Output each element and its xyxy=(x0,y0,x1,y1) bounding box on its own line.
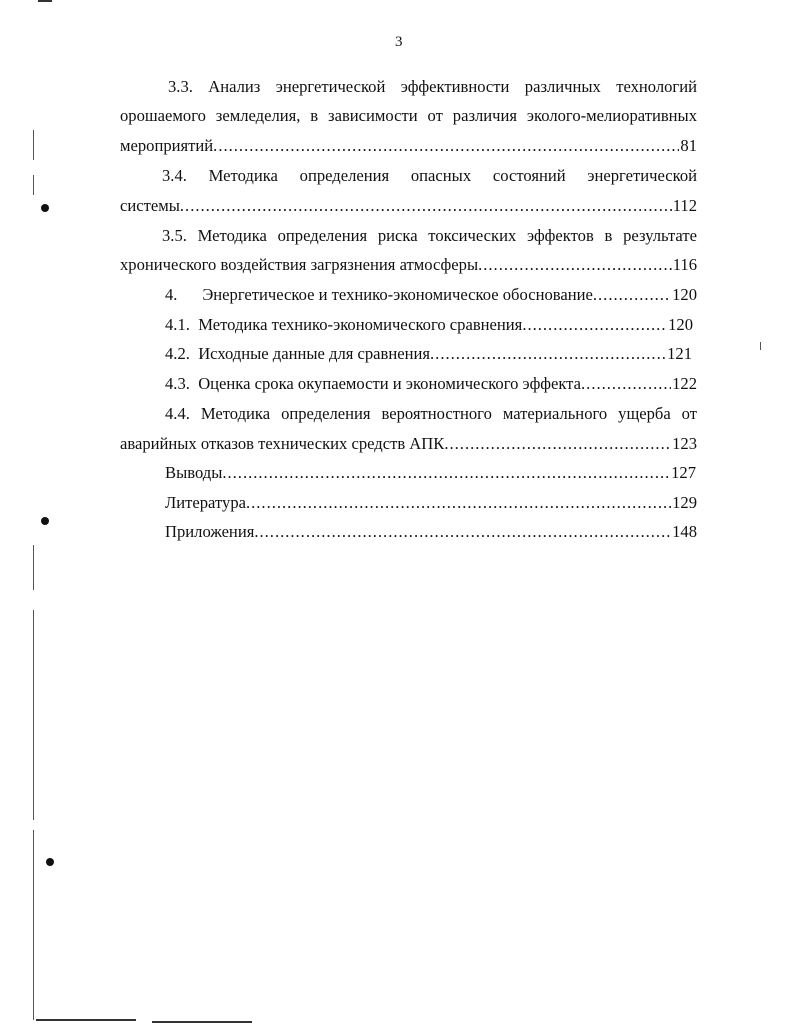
toc-entry-3-3-line-3[interactable] xyxy=(120,136,697,156)
toc-entry-3-3-line-1: 3.3. Анализ энергетической эффективности различных технологий xyxy=(168,77,697,96)
toc-entry-3-4-line-2[interactable] xyxy=(120,196,697,216)
scan-edge-mark xyxy=(152,1021,252,1023)
scan-edge-mark xyxy=(33,830,34,1020)
scan-edge-mark xyxy=(760,342,761,350)
toc-entry-3-5-line-1: 3.5. Методика определения риска токсических эффектов в результате xyxy=(162,226,697,245)
toc-entry-conclusions[interactable] xyxy=(165,463,696,483)
toc-entry-3-5-line-2[interactable] xyxy=(120,255,697,275)
toc-entry-text: хронического воздействия загрязнения атмосферы xyxy=(120,255,479,274)
scan-edge-mark xyxy=(33,545,34,590)
toc-entry-3-4-line-1: 3.4. Методика определения опасных состояний энергетической xyxy=(162,166,697,185)
toc-entry-text: Выводы xyxy=(165,463,223,482)
scan-edge-mark xyxy=(33,610,34,820)
toc-entry-appendices[interactable] xyxy=(165,522,697,542)
toc-page-ref: 120 xyxy=(672,285,697,304)
toc-entry-text: аварийных отказов технических средств АПК xyxy=(120,434,445,453)
binder-hole-mark xyxy=(41,204,49,212)
toc-entry-references[interactable] xyxy=(165,493,697,513)
toc-page-ref: 123 xyxy=(672,434,697,453)
toc-entry-text: Приложения xyxy=(165,522,255,541)
scan-edge-mark xyxy=(38,0,52,2)
toc-entry-4[interactable] xyxy=(165,285,697,305)
toc-entry-4-4-line-1: 4.4. Методика определения вероятностного материального ущерба от xyxy=(165,404,697,423)
toc-page-ref: 127 xyxy=(671,463,696,482)
toc-entry-3-3-line-2: орошаемого земледелия, в зависимости от различия эколого-мелиоративных xyxy=(120,106,697,125)
toc-entry-text: Литература xyxy=(165,493,246,512)
toc-page-ref: 112 xyxy=(672,196,697,215)
toc-entry-4-4-line-2[interactable] xyxy=(120,434,697,454)
toc-entry-text: мероприятий xyxy=(120,136,214,155)
toc-entry-text: 4. Энергетическое и технико-экономическое обоснование xyxy=(165,285,593,304)
toc-page-ref: 129 xyxy=(672,493,697,512)
toc-entry-text: системы xyxy=(120,196,180,215)
toc-page-ref: 121 xyxy=(667,344,692,363)
toc-entry-text: 4.3. Оценка срока окупаемости и экономического эффекта xyxy=(165,374,582,393)
toc-entry-4-3[interactable] xyxy=(165,374,697,394)
scan-edge-mark xyxy=(33,130,34,160)
page-number: 3 xyxy=(395,34,403,50)
toc-page-ref: 148 xyxy=(672,522,697,541)
binder-hole-mark xyxy=(46,858,54,866)
scan-edge-mark xyxy=(36,1019,136,1021)
toc-page-ref: 116 xyxy=(672,255,697,274)
scan-edge-mark xyxy=(33,175,34,195)
toc-page-ref: 122 xyxy=(672,374,697,393)
toc-entry-4-1[interactable] xyxy=(165,315,693,335)
binder-hole-mark xyxy=(41,517,49,525)
toc-entry-4-2[interactable] xyxy=(165,344,692,364)
toc-page-ref: 81 xyxy=(680,136,697,155)
toc-page-ref: 120 xyxy=(668,315,693,334)
toc-entry-text: 4.1. Методика технико-экономического сравнения xyxy=(165,315,523,334)
toc-entry-text: 4.2. Исходные данные для сравнения xyxy=(165,344,431,363)
